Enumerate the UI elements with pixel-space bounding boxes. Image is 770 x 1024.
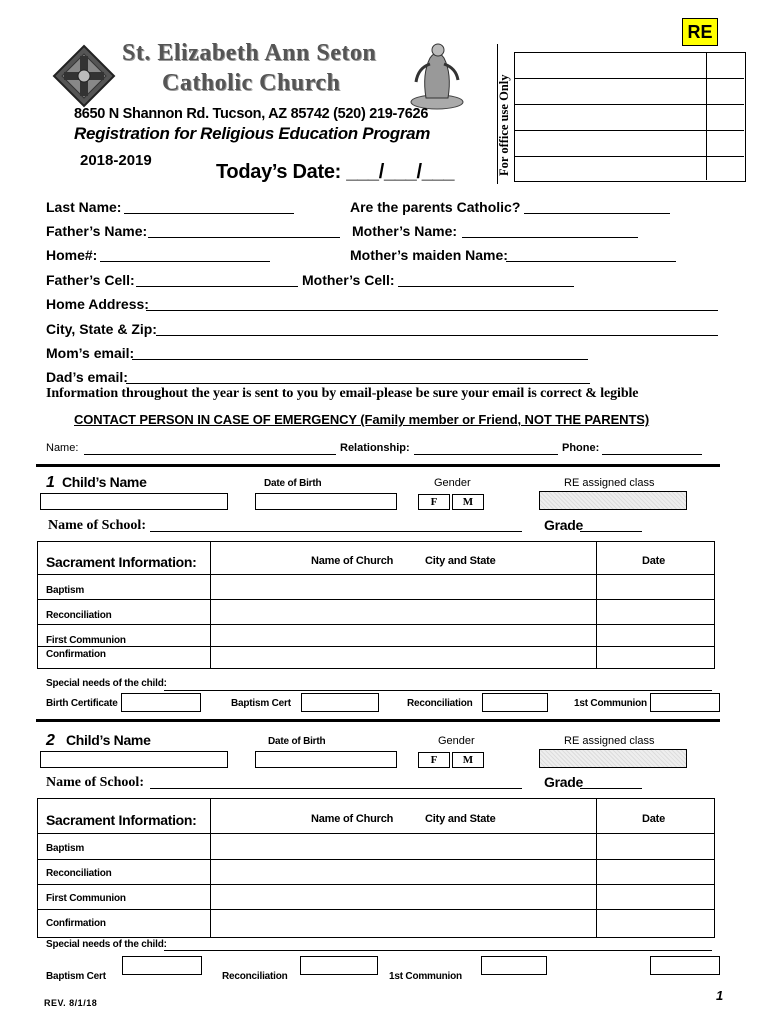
mothers-cell-field[interactable]: [398, 286, 574, 287]
child1-reconciliation-doc-label: Reconciliation: [407, 698, 473, 709]
todays-date: Today’s Date: ___/___/___: [216, 161, 455, 183]
child2-gender-label: Gender: [438, 735, 475, 747]
child1-school-field[interactable]: [150, 531, 522, 532]
mothers-maiden-label: Mother’s maiden Name:: [350, 247, 508, 263]
last-name-field[interactable]: [124, 213, 294, 214]
child2-re-class-field[interactable]: [539, 749, 687, 768]
child1-first-communion-doc-box[interactable]: [650, 693, 720, 712]
dads-email-label: Dad’s email:: [46, 369, 128, 385]
church-name-line2: Catholic Church: [162, 70, 341, 96]
child2-baptism-cert-label: Baptism Cert: [46, 971, 106, 982]
child2-church-col: Name of Church: [311, 813, 394, 825]
child2-dob-field[interactable]: [255, 751, 397, 768]
child2-date-col: Date: [642, 813, 666, 825]
child2-birth-cert-box[interactable]: [122, 956, 202, 975]
home-phone-label: Home#:: [46, 247, 98, 263]
child1-church-col: Name of Church: [311, 555, 394, 567]
fathers-name-field[interactable]: [148, 237, 340, 238]
child2-grade-label: Grade: [544, 774, 583, 790]
child2-school-field[interactable]: [150, 788, 522, 789]
child2-city-col: City and State: [425, 813, 496, 825]
form-title: Registration for Religious Education Program: [74, 124, 431, 143]
child2-confirmation-row: Confirmation: [46, 918, 106, 929]
fathers-name-label: Father’s Name:: [46, 223, 148, 239]
email-note: Information throughout the year is sent to you by email-please be sure your email is correct & legible: [46, 386, 639, 401]
emergency-relationship-field[interactable]: [414, 454, 558, 455]
child1-baptism-cert-label: Baptism Cert: [231, 698, 291, 709]
child2-number: 2: [46, 732, 55, 749]
section-divider: [36, 464, 720, 467]
child2-reconciliation-doc-box[interactable]: [481, 956, 547, 975]
child1-first-communion-row: First Communion: [46, 635, 126, 646]
child1-dob-field[interactable]: [255, 493, 397, 510]
home-address-label: Home Address:: [46, 296, 149, 312]
re-badge: RE: [682, 18, 718, 46]
child2-school-label: Name of School:: [46, 775, 144, 790]
church-name-line1: St. Elizabeth Ann Seton: [122, 40, 377, 66]
emergency-relationship-label: Relationship:: [340, 442, 410, 454]
child1-name-field[interactable]: [40, 493, 228, 510]
child1-city-col: City and State: [425, 555, 496, 567]
child2-special-needs-field[interactable]: [164, 950, 712, 951]
emergency-name-field[interactable]: [84, 454, 336, 455]
child1-special-needs-field[interactable]: [164, 690, 712, 691]
child2-baptism-cert-box[interactable]: [300, 956, 378, 975]
moms-email-label: Mom’s email:: [46, 345, 135, 361]
emergency-heading: CONTACT PERSON IN CASE OF EMERGENCY (Family member or Friend, NOT THE PARENTS): [74, 412, 650, 427]
page-number: 1: [716, 988, 724, 1003]
child1-gender-f-checkbox[interactable]: F: [418, 494, 450, 510]
child2-name-field[interactable]: [40, 751, 228, 768]
office-use-grid: [514, 52, 746, 182]
child1-reconciliation-doc-box[interactable]: [482, 693, 548, 712]
last-name-label: Last Name:: [46, 199, 122, 215]
fathers-cell-label: Father’s Cell:: [46, 272, 135, 288]
child1-re-class-field[interactable]: [539, 491, 687, 510]
revision-note: REV. 8/1/18: [44, 998, 98, 1008]
dads-email-field[interactable]: [126, 383, 590, 384]
fathers-cell-field[interactable]: [136, 286, 298, 287]
section-divider: [36, 719, 720, 722]
child2-first-communion-row: First Communion: [46, 893, 126, 904]
city-state-zip-label: City, State & Zip:: [46, 321, 157, 337]
child2-baptism-row: Baptism: [46, 843, 85, 854]
home-phone-field[interactable]: [100, 261, 270, 262]
child2-sacrament-heading: Sacrament Information:: [46, 812, 197, 828]
child1-grade-label: Grade: [544, 517, 583, 533]
office-use-label: For office use Only: [497, 74, 511, 176]
church-address: 8650 N Shannon Rd. Tucson, AZ 85742 (520) 219-7626: [74, 106, 429, 122]
emergency-phone-label: Phone:: [562, 442, 600, 454]
saint-statue-image: [408, 38, 466, 110]
home-address-field[interactable]: [146, 310, 718, 311]
child1-dob-label: Date of Birth: [264, 478, 322, 489]
child2-grade-field[interactable]: [580, 788, 642, 789]
child1-baptism-row: Baptism: [46, 585, 85, 596]
child1-gender-m-checkbox[interactable]: M: [452, 494, 484, 510]
child1-first-communion-doc-label: 1st Communion: [574, 698, 647, 709]
child1-re-class-label: RE assigned class: [564, 477, 655, 489]
child2-reconciliation-doc-label: Reconciliation: [222, 971, 288, 982]
church-logo: [52, 44, 116, 108]
child1-birth-cert-label: Birth Certificate: [46, 698, 118, 709]
emergency-name-label: Name:: [46, 442, 79, 454]
child1-confirmation-row: Confirmation: [46, 649, 106, 660]
child2-reconciliation-row: Reconciliation: [46, 868, 112, 879]
child2-name-label: Child’s Name: [66, 732, 151, 748]
city-state-zip-field[interactable]: [156, 335, 718, 336]
child2-first-communion-doc-box[interactable]: [650, 956, 720, 975]
child1-date-col: Date: [642, 555, 666, 567]
child1-name-label: Child’s Name: [62, 474, 147, 490]
child2-re-class-label: RE assigned class: [564, 735, 655, 747]
moms-email-field[interactable]: [132, 359, 588, 360]
child2-dob-label: Date of Birth: [268, 736, 326, 747]
child2-special-needs-label: Special needs of the child:: [46, 939, 167, 950]
child1-birth-cert-box[interactable]: [121, 693, 201, 712]
child1-gender-label: Gender: [434, 477, 471, 489]
mothers-name-field[interactable]: [462, 237, 638, 238]
mothers-maiden-field[interactable]: [506, 261, 676, 262]
emergency-phone-field[interactable]: [602, 454, 702, 455]
parents-catholic-field[interactable]: [524, 213, 670, 214]
child1-special-needs-label: Special needs of the child:: [46, 678, 167, 689]
child1-grade-field[interactable]: [580, 531, 642, 532]
child1-reconciliation-row: Reconciliation: [46, 610, 112, 621]
child2-first-communion-doc-label: 1st Communion: [389, 971, 462, 982]
mothers-cell-label: Mother’s Cell:: [302, 272, 395, 288]
child1-school-label: Name of School:: [48, 518, 146, 533]
child1-sacrament-heading: Sacrament Information:: [46, 554, 197, 570]
mothers-name-label: Mother’s Name:: [352, 223, 458, 239]
child2-gender-f-checkbox[interactable]: F: [418, 752, 450, 768]
child1-baptism-cert-box[interactable]: [301, 693, 379, 712]
child2-gender-m-checkbox[interactable]: M: [452, 752, 484, 768]
child1-number: 1: [46, 474, 55, 491]
program-year: 2018-2019: [80, 152, 152, 169]
parents-catholic-label: Are the parents Catholic?: [350, 199, 521, 215]
